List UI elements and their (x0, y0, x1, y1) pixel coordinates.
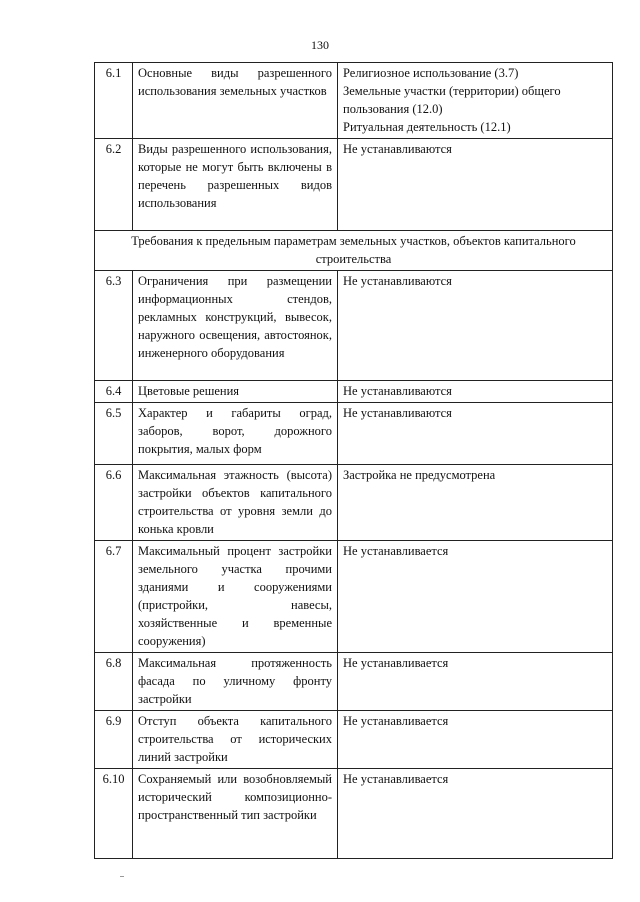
parameter-name: Максимальная протяженность фасада по уличному фронту застройки (133, 653, 338, 711)
table-section (95, 231, 613, 271)
parameter-value-cell (338, 139, 613, 231)
parameter-value: Не устанавливаются (343, 406, 452, 420)
table-row (95, 403, 613, 465)
row-number: 6.2 (95, 139, 133, 231)
parameter-value-cell (338, 271, 613, 381)
parameter-value: Не устанавливается (343, 772, 449, 786)
parameter-value: Не устанавливается (343, 656, 449, 670)
parameter-value: Ритуальная деятельность (12.1) (343, 120, 511, 134)
table-row (95, 381, 613, 403)
parameter-value-cell (338, 711, 613, 769)
parameter-value: Религиозное использование (3.7) (343, 66, 519, 80)
parameter-value-cell (338, 403, 613, 465)
table-row (95, 711, 613, 769)
parameter-value: Не устанавливаются (343, 142, 452, 156)
parameter-value-cell (338, 381, 613, 403)
parameter-name: Ограничения при размещении информационных стендов, рекламных конструкций, вывесок, наружного освещения, автостоянок, инженерного оборудования (133, 271, 338, 381)
row-number: 6.6 (95, 465, 133, 541)
parameter-name: Основные виды разрешенного использования земельных участков (133, 63, 338, 139)
parameter-value: Не устанавливается (343, 544, 449, 558)
table-row (95, 541, 613, 653)
scan-speck (120, 876, 124, 877)
table-body-top (95, 63, 613, 231)
parameter-name: Характер и габариты оград, заборов, ворот, дорожного покрытия, малых форм (133, 403, 338, 465)
parameter-name: Максимальная этажность (высота) застройки объектов капитального строительства от уровня земли до конька кровли (133, 465, 338, 541)
parameter-name: Максимальный процент застройки земельного участка прочими зданиями и сооружениями (пристройки, навесы, хозяйственные и временные сооружения) (133, 541, 338, 653)
row-number: 6.3 (95, 271, 133, 381)
parameter-value-cell (338, 541, 613, 653)
table-row (95, 139, 613, 231)
parameter-value-cell (338, 769, 613, 859)
parameter-name: Виды разрешенного использования, которые не могут быть включены в перечень разрешенных видов использования (133, 139, 338, 231)
parameter-value: Застройка не предусмотрена (343, 468, 496, 482)
parameter-value: Не устанавливаются (343, 384, 452, 398)
table-row (95, 465, 613, 541)
table-row (95, 63, 613, 139)
section-heading: Требования к предельным параметрам земельных участков, объектов капитального строительства (95, 231, 613, 271)
table-row (95, 271, 613, 381)
table-body-bottom (95, 271, 613, 859)
parameter-value: Земельные участки (территории) общего пользования (12.0) (343, 84, 561, 116)
page-number: 130 (311, 38, 329, 52)
parameter-name: Сохраняемый или возобновляемый исторический композиционно-пространственный тип застройки (133, 769, 338, 859)
row-number: 6.7 (95, 541, 133, 653)
row-number: 6.10 (95, 769, 133, 859)
parameter-value: Не устанавливается (343, 714, 449, 728)
row-number: 6.4 (95, 381, 133, 403)
parameter-value-cell (338, 63, 613, 139)
table-row (95, 653, 613, 711)
parameter-value: Не устанавливаются (343, 274, 452, 288)
parameter-name: Цветовые решения (133, 381, 338, 403)
parameter-name: Отступ объекта капитального строительства от исторических линий застройки (133, 711, 338, 769)
regulations-table (94, 62, 613, 859)
row-number: 6.9 (95, 711, 133, 769)
parameter-value-cell (338, 465, 613, 541)
parameter-value-cell (338, 653, 613, 711)
row-number: 6.1 (95, 63, 133, 139)
row-number: 6.8 (95, 653, 133, 711)
section-heading-row (95, 231, 613, 271)
row-number: 6.5 (95, 403, 133, 465)
table-row (95, 769, 613, 859)
